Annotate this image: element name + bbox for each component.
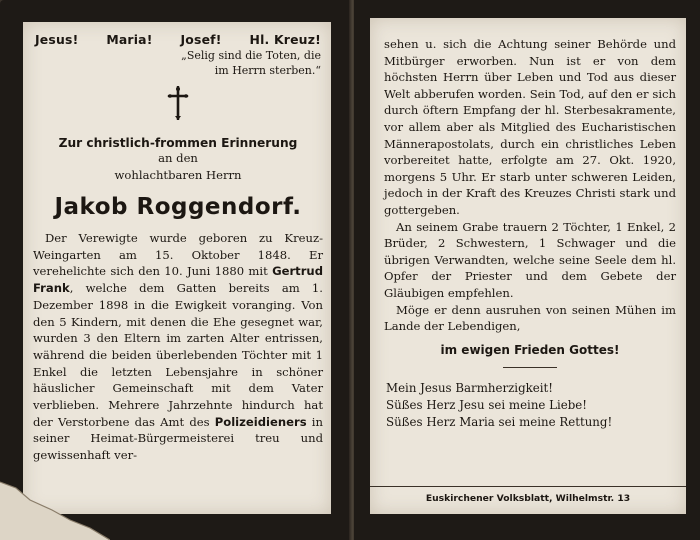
torn-corner [0,470,110,540]
invocation-word: Jesus! [35,32,79,47]
quote-line: „Selig sind die Toten, die [181,49,321,62]
an-den: an den [158,151,198,165]
prayer-line: Mein Jesus Barmherzigkeit! [386,380,554,395]
invocation-heading [35,32,321,47]
prayer-line: Süßes Herz Maria sei meine Rettung! [386,414,613,429]
deceased-name: Jakob Roggendorf. [54,194,302,220]
closing-line: im ewigen Frieden Gottes! [440,342,620,357]
invocation-word: Maria! [106,32,153,47]
rest-paragraph: Möge er denn ausruhen von seinen Mühen im Lande der Lebendigen, [384,302,676,334]
office-name: Polizeidieners [214,414,307,429]
mourners-paragraph: An seinem Grabe trauern 2 Töchter, 1 Enkel, 2 Brüder, 2 Schwestern, 1 Schwager und die übrigen Verwandten, welche seine Seele dem hl. Opfer der Priester und dem Gebete der Gläubigen empfehlen. [384,219,676,300]
invocation-word: Hl. Kreuz! [249,32,321,47]
biography-text: in seiner Heimat-Bürgermeisterei treu und gewissenhaft ver- [33,414,323,463]
biography-paragraph [33,230,323,464]
prayer-line: Süßes Herz Jesu sei meine Liebe! [386,397,588,412]
left-page [23,22,331,514]
right-page [370,18,686,514]
spouse-name: Gertrud Frank [33,264,323,296]
divider [503,367,557,368]
biography-text: Der Verewigte wurde geboren zu Kreuz-Weingarten am 15. Oktober 1848. Er verehelichte sich den 10. Juni 1880 mit [33,231,323,279]
right-card [354,0,700,540]
printer-imprint: Euskirchener Volksblatt, Wilhelmstr. 13 [370,486,686,504]
title-line: wohlachtbaren Herrn [114,168,242,182]
scripture-quote [33,48,323,78]
invocation-word: Josef! [180,32,222,47]
biography-continued: sehen u. sich die Achtung seiner Behörde und Mitbürger erworben. Nun ist er von dem höchsten Herrn über Leben und Tod aus dieser Welt abberufen worden. Sein Tod, auf den er sich durch öftern Empfang der hl. Sterbesakramente, vor allem aber als Mitglied des Eucharistischen Männerapostolats, durch ein christliches Leben vorbereitet hatte, erfolgte am 27. Okt. 1920, morgens 5 Uhr. Er starb unter schweren Leiden, jedoch in der Kraft des Kreuzes Christi stark und gottergeben. [384,37,676,217]
memorial-heading: Zur christlich-frommen Erinnerung [58,136,298,150]
biography-text: , welche dem Gatten bereits am 1. Dezember 1898 in die Ewigkeit voranging. Von den 5 Kindern, mit denen die Ehe gesegnet war, wurden 3 den Eltern im zarten Alter entrissen, während die beiden überlebenden Töchter mit 1 Enkel die letzten Lebensjahre in schöner häuslicher Gemeinschaft mit dem Vater verblieben. Mehrere Jahrzehnte hindurch hat der Verstorbene das Amt des [33,281,323,429]
quote-line: im Herrn sterben.“ [214,64,321,77]
cross-icon [33,86,323,124]
